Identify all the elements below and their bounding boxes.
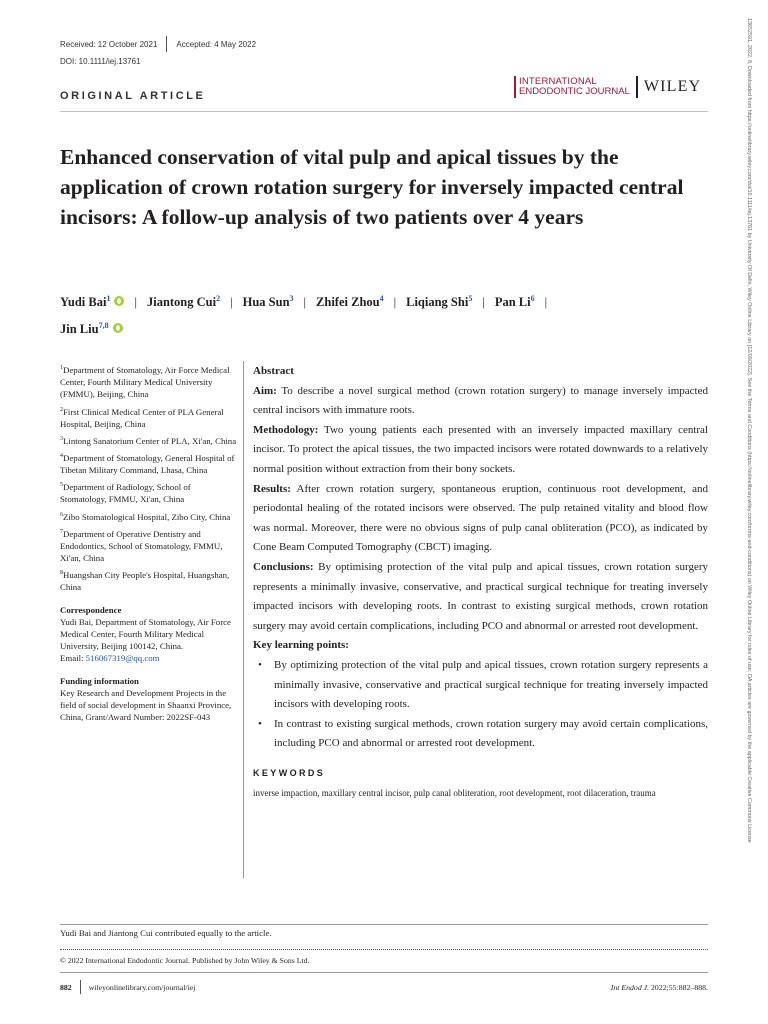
author-list <box>60 287 708 341</box>
author-separator: | <box>134 295 137 310</box>
journal-name-line1: INTERNATIONAL <box>519 76 597 87</box>
affiliation-text: Huangshan City People's Hospital, Huangshan, China <box>60 570 230 593</box>
affiliation-text: Department of Stomatology, General Hospital of Tibetan Military Command, Lhasa, China <box>60 452 235 476</box>
affiliation-marker[interactable]: 5 <box>468 294 473 303</box>
author-name[interactable] <box>243 295 294 309</box>
author-separator: | <box>230 295 233 310</box>
download-notice: 13652591, 2022, 8, Downloaded from https://onlinelibrary.wiley.com/doi/10.1111/iej.13761 by University Of Delhi, Wiley Online Library on [12/09/2022]. See the Terms and Conditions (https://onlinelibrary.wiley.com/terms-and-conditions) on Wiley Online Library for rules of use; OA articles are governed by the applicable Creative Commons License <box>746 18 752 843</box>
keywords-text: inverse impaction, maxillary central incisor, pulp canal obliteration, root development, root dilaceration, trauma <box>253 787 656 798</box>
divider <box>166 36 167 52</box>
citation-details: 2022;55:882–888. <box>649 982 708 992</box>
affiliation-number: 1 <box>60 365 63 371</box>
affiliation-number: 6 <box>60 511 63 518</box>
abstract-aim <box>253 382 708 421</box>
affiliation-item <box>60 362 238 401</box>
author-name[interactable] <box>406 295 472 309</box>
methodology-label: Methodology: <box>253 423 319 436</box>
affiliation-text: Department of Radiology, School of Stomatology, FMMU, Xi'an, China <box>60 482 191 505</box>
results-text: After crown rotation surgery, spontaneous eruption, continuous root development, and periodontal healing of the rotated incisors were observed. The pulp retained vitality and blood flow was normal. Moreover, there were no obvious signs of pulp canal obliteration (PCO), as indicated by Cone Beam Computed Tomography (CBCT) imaging. <box>253 482 708 554</box>
list-item: • By optimizing protection of the vital pulp and apical tissues, crown rotation surgery represents a minimally invasive, conservative and practical surgical technique for treating inversely impacted incisors with developing roots. <box>253 656 708 715</box>
divider <box>80 980 81 994</box>
keywords-heading: KEYWORDS <box>253 767 326 778</box>
affiliation-marker[interactable]: 4 <box>379 294 384 303</box>
list-item: • In contrast to existing surgical methods, crown rotation surgery may avoid certain complications, including PCO and abnormal or arrested root development. <box>253 715 708 754</box>
author-name[interactable] <box>316 295 384 309</box>
email-label: Email: <box>60 653 86 664</box>
author-name-text: Jin Liu <box>60 322 99 337</box>
affiliation-text: Lintong Sanatorium Center of PLA, Xi'an, China <box>63 435 237 446</box>
aim-text: To describe a novel surgical method (crown rotation surgery) to manage inversely impacted central incisors with immature roots. <box>253 384 708 417</box>
affiliation-number: 5 <box>60 482 63 489</box>
publisher-logo: WILEY <box>643 78 702 95</box>
copyright-notice: © 2022 International Endodontic Journal. Published by John Wiley & Sons Ltd. <box>60 956 310 965</box>
affiliation-number: 2 <box>60 406 63 413</box>
journal-url-link[interactable]: wileyonlinelibrary.com/journal/iej <box>88 982 196 992</box>
author-separator: | <box>303 295 307 310</box>
orcid-icon[interactable] <box>114 296 124 306</box>
affiliation-item <box>60 404 238 430</box>
author-name[interactable] <box>147 295 220 309</box>
page-number: 882 <box>60 982 72 992</box>
article-title: Enhanced conservation of vital pulp and apical tissues by the application of crown rotation surgery for inversely impacted central incisors: A follow-up analysis of two patients over 4 years <box>60 145 684 229</box>
affiliation-number: 3 <box>60 435 63 442</box>
abstract-conclusions <box>253 558 708 636</box>
author-name-text: Zhifei Zhou <box>316 295 380 310</box>
orcid-icon[interactable] <box>113 323 123 333</box>
author-name-text: Liqiang Shi <box>406 295 469 310</box>
affiliation-item <box>60 567 238 593</box>
affiliation-item <box>60 450 238 476</box>
affiliation-text: Department of Operative Dentistry and Endodontics, School of Stomatology, FMMU, Xi'an, China <box>60 528 223 564</box>
author-separator: | <box>544 295 548 310</box>
affiliation-marker[interactable]: 6 <box>530 294 535 303</box>
affiliations-column <box>60 362 238 723</box>
abstract-methodology <box>253 421 708 480</box>
contribution-note: Yudi Bai and Jiantong Cui contributed equally to the article. <box>60 928 272 938</box>
correspondence-text <box>60 616 238 665</box>
author-name[interactable] <box>495 295 535 309</box>
accepted-date: Accepted: 4 May 2022 <box>176 39 257 49</box>
funding-text: Key Research and Development Projects in the field of social development in Shaanxi Province, China, Grant/Award Number: 2022SF-043 <box>60 687 232 723</box>
affiliation-number: 4 <box>60 452 63 459</box>
abstract <box>253 362 708 801</box>
author-name-text: Jiantong Cui <box>146 295 217 310</box>
citation <box>611 983 708 992</box>
author-name-text: Hua Sun <box>242 295 290 310</box>
journal-logo[interactable] <box>514 76 701 98</box>
correspondence-address: Yudi Bai, Department of Stomatology, Air Force Medical Center, Fourth Military Medical University, Beijing 100142, China. <box>60 616 231 652</box>
divider <box>60 924 708 925</box>
author-name-text: Pan Li <box>494 295 531 310</box>
affiliation-text: Zibo Stomatological Hospital, Zibo City, China <box>63 511 231 522</box>
results-label: Results: <box>253 482 291 495</box>
affiliation-number: 7 <box>60 528 63 535</box>
logo-divider <box>636 76 638 98</box>
affiliation-item <box>60 433 238 447</box>
affiliation-list <box>60 362 238 594</box>
author-name-text: Yudi Bai <box>60 295 107 310</box>
email-link[interactable]: 516067319@qq.com <box>85 653 160 664</box>
article-type: ORIGINAL ARTICLE <box>60 90 206 102</box>
page-footer <box>60 980 708 994</box>
doi-link[interactable]: DOI: 10.1111/iej.13761 <box>60 57 141 66</box>
affiliation-item <box>60 479 238 505</box>
download-sidebar <box>738 18 758 1018</box>
affiliation-marker[interactable]: 1 <box>106 294 111 303</box>
citation-journal: Int Endod J. <box>610 982 650 992</box>
abstract-heading: Abstract <box>253 365 294 377</box>
divider <box>60 972 708 973</box>
article-dates <box>60 36 256 52</box>
methodology-text: Two young patients each presented with an inversely impacted maxillary central incisor. To protect the apical tissues, the two impacted incisors were rotated downwards to a relatively normal position without extraction from their bony sockets. <box>253 423 708 475</box>
key-learning-points-list <box>253 656 708 754</box>
funding-heading: Funding information <box>60 675 139 686</box>
divider <box>60 111 708 112</box>
author-name[interactable] <box>60 322 123 336</box>
affiliation-text: Department of Stomatology, Air Force Medical Center, Fourth Military Medical University (FMMU), Beijing, China <box>60 364 230 400</box>
column-divider <box>243 361 244 878</box>
author-separator: | <box>393 295 397 310</box>
key-learning-points-heading: Key learning points: <box>253 639 349 652</box>
affiliation-text: First Clinical Medical Center of PLA General Hospital, Beijing, China <box>60 406 224 429</box>
abstract-results <box>253 480 708 558</box>
conclusions-text: By optimising protection of the vital pulp and apical tissues, crown rotation surgery represents a minimally invasive, conservative, and practical surgical technique for treating inversely impacted incisors with developing roots. In contrast to existing surgical methods, crown rotation surgery may avoid certain complications, including PCO and abnormal or arrested root development. <box>253 560 708 632</box>
logo-bar <box>514 76 516 98</box>
affiliation-marker[interactable]: 3 <box>289 294 294 303</box>
affiliation-marker[interactable]: 7,8 <box>98 321 109 331</box>
journal-name-line2: ENDODONTIC JOURNAL <box>519 86 630 97</box>
correspondence-heading: Correspondence <box>60 604 122 615</box>
received-date: Received: 12 October 2021 <box>60 39 158 49</box>
affiliation-marker[interactable]: 2 <box>216 294 221 303</box>
author-name[interactable] <box>60 295 124 309</box>
affiliation-item <box>60 526 238 565</box>
conclusions-label: Conclusions: <box>253 560 314 573</box>
journal-name <box>519 77 630 97</box>
divider <box>60 949 708 950</box>
affiliation-item <box>60 509 238 523</box>
author-separator: | <box>482 295 485 310</box>
affiliation-number: 8 <box>60 570 63 577</box>
aim-label: Aim: <box>253 384 277 397</box>
